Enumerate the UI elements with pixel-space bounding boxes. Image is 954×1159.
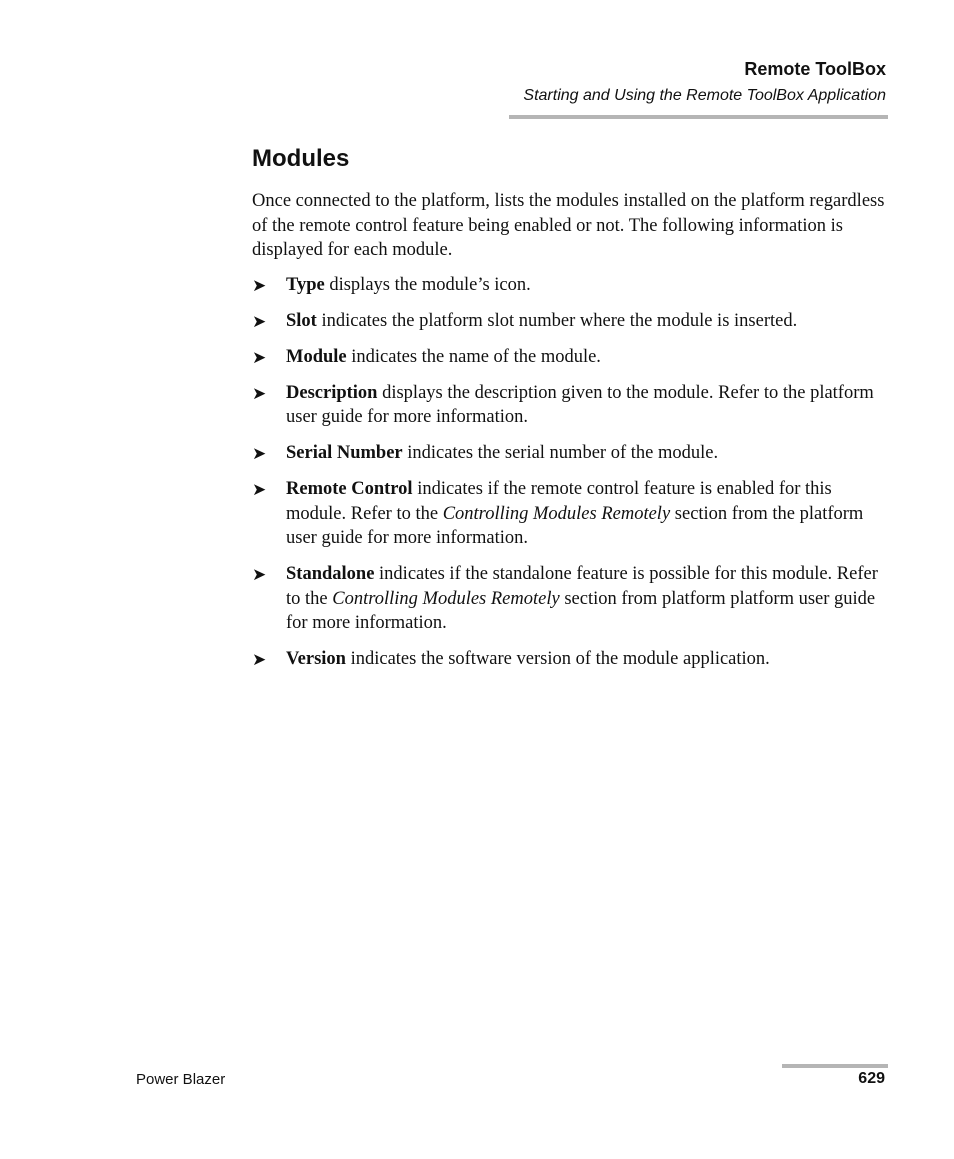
item-text: indicates the platform slot number where the module is inserted.: [316, 310, 798, 331]
arrow-bullet-icon: ➤: [252, 480, 267, 500]
item-text: indicates if the standalone feature is possible for this module. Refer to the: [286, 564, 878, 609]
arrow-bullet-icon: ➤: [252, 650, 267, 670]
item-term: Description: [286, 382, 378, 403]
section-heading: Modules: [252, 145, 350, 172]
bullet-list: [252, 273, 886, 672]
footer-book-title: Power Blazer: [136, 1071, 226, 1088]
page-number: 629: [858, 1070, 885, 1087]
item-term: Module: [286, 346, 347, 367]
arrow-bullet-icon: ➤: [252, 347, 267, 368]
item-term: Standalone: [286, 564, 375, 584]
intro-paragraph: Once connected to the platform, lists the modules installed on the platform regardless of the remote control feature being enabled or not. The following information is displayed for each module.: [252, 191, 885, 260]
arrow-bullet-icon: ➤: [252, 275, 267, 296]
item-text: displays the description given to the module. Refer to the platform user guide for more information.: [286, 382, 874, 427]
arrow-bullet-icon: ➤: [252, 383, 267, 404]
item-text: indicates the software version of the module application.: [345, 649, 770, 669]
arrow-bullet-icon: ➤: [252, 311, 267, 332]
footer-rule: [782, 1064, 888, 1068]
chapter-title: Remote ToolBox: [744, 59, 886, 79]
item-text: indicates the serial number of the module.: [402, 443, 719, 463]
item-text: indicates the name of the module.: [346, 346, 601, 367]
item-text: section from platform platform user guide for more information.: [286, 588, 876, 633]
list-item: [252, 477, 886, 551]
arrow-bullet-icon: ➤: [252, 444, 267, 464]
list-item: [252, 273, 886, 298]
item-term: Serial Number: [286, 443, 403, 463]
item-term: Slot: [286, 310, 317, 331]
running-header: [523, 58, 886, 106]
list-item: [252, 441, 886, 466]
cross-reference: Controlling Modules Remotely: [442, 503, 671, 524]
item-term: Version: [286, 649, 346, 669]
item-text: displays the module’s icon.: [324, 274, 531, 295]
list-item: [252, 345, 886, 370]
list-item: [252, 309, 886, 334]
header-rule: [509, 115, 888, 119]
item-term: Type: [286, 274, 325, 295]
item-text: indicates if the remote control feature is enabled for this module. Refer to the: [286, 479, 832, 524]
arrow-bullet-icon: ➤: [252, 565, 267, 585]
page-content: [252, 143, 886, 683]
list-item: [252, 562, 886, 636]
section-title: Starting and Using the Remote ToolBox Application: [523, 87, 886, 104]
item-term: Remote Control: [286, 479, 413, 499]
cross-reference: Controlling Modules Remotely: [332, 588, 560, 609]
list-item: [252, 381, 886, 430]
list-item: [252, 647, 886, 672]
item-text: section from the platform user guide for more information.: [286, 503, 864, 548]
